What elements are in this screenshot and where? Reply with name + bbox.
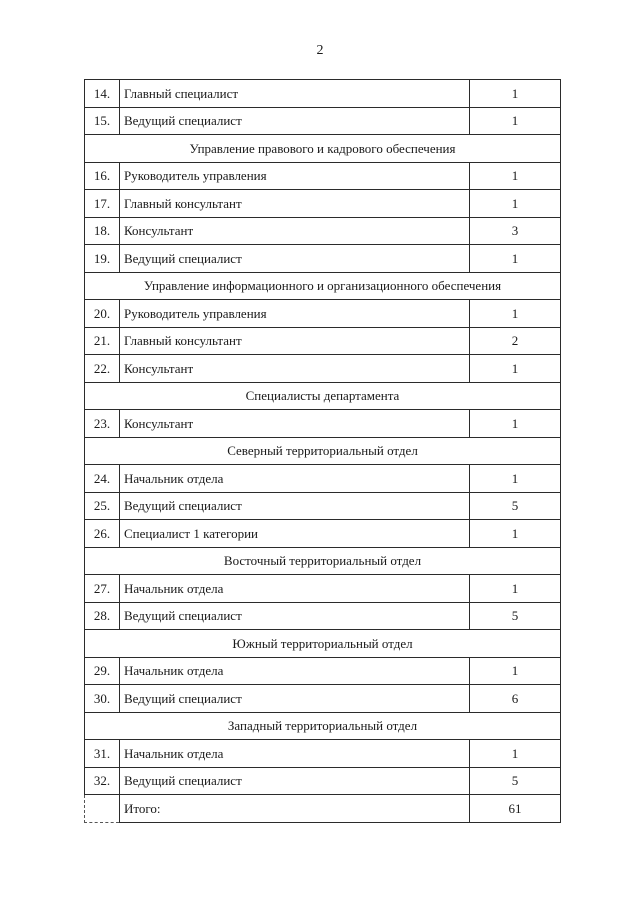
position-name: Начальник отдела xyxy=(120,740,470,768)
position-name: Руководитель управления xyxy=(120,300,470,328)
table-row xyxy=(85,190,561,218)
section-header-row xyxy=(85,272,561,300)
row-number: 14. xyxy=(85,80,120,108)
table-row xyxy=(85,245,561,273)
position-name: Главный специалист xyxy=(120,80,470,108)
section-header-row xyxy=(85,437,561,465)
position-name: Специалист 1 категории xyxy=(120,520,470,548)
position-name: Начальник отдела xyxy=(120,575,470,603)
table-row xyxy=(85,657,561,685)
position-count: 1 xyxy=(470,520,561,548)
position-name: Руководитель управления xyxy=(120,162,470,190)
position-count: 5 xyxy=(470,492,561,520)
position-name: Главный консультант xyxy=(120,327,470,355)
row-number: 31. xyxy=(85,740,120,768)
position-count: 1 xyxy=(470,80,561,108)
position-name: Ведущий специалист xyxy=(120,492,470,520)
position-count: 61 xyxy=(470,795,561,823)
row-number: 15. xyxy=(85,107,120,135)
table-row xyxy=(85,217,561,245)
section-title: Специалисты департамента xyxy=(85,382,561,410)
position-name: Ведущий специалист xyxy=(120,685,470,713)
row-number: 19. xyxy=(85,245,120,273)
row-number: 17. xyxy=(85,190,120,218)
position-count: 1 xyxy=(470,575,561,603)
position-name: Ведущий специалист xyxy=(120,245,470,273)
table-row xyxy=(85,410,561,438)
position-name: Ведущий специалист xyxy=(120,107,470,135)
position-count: 1 xyxy=(470,162,561,190)
section-header-row xyxy=(85,135,561,163)
row-number: 26. xyxy=(85,520,120,548)
position-name: Консультант xyxy=(120,217,470,245)
section-title: Северный территориальный отдел xyxy=(85,437,561,465)
position-name: Ведущий специалист xyxy=(120,767,470,795)
row-number: 25. xyxy=(85,492,120,520)
row-number: 20. xyxy=(85,300,120,328)
position-count: 1 xyxy=(470,245,561,273)
position-count: 5 xyxy=(470,602,561,630)
section-header-row xyxy=(85,382,561,410)
table-row xyxy=(85,355,561,383)
page-number: 2 xyxy=(316,43,324,58)
position-count: 6 xyxy=(470,685,561,713)
position-name: Консультант xyxy=(120,410,470,438)
row-number: 21. xyxy=(85,327,120,355)
row-number: 16. xyxy=(85,162,120,190)
row-number: 22. xyxy=(85,355,120,383)
position-count: 1 xyxy=(470,300,561,328)
position-name: Начальник отдела xyxy=(120,657,470,685)
position-count: 1 xyxy=(470,657,561,685)
position-count: 1 xyxy=(470,355,561,383)
row-number: 29. xyxy=(85,657,120,685)
section-header-row xyxy=(85,712,561,740)
position-name: Главный консультант xyxy=(120,190,470,218)
table-row xyxy=(85,107,561,135)
table-row xyxy=(85,80,561,108)
table-row xyxy=(85,465,561,493)
total-row xyxy=(85,795,561,823)
position-count: 1 xyxy=(470,465,561,493)
row-number: 32. xyxy=(85,767,120,795)
row-number: 27. xyxy=(85,575,120,603)
section-title: Западный территориальный отдел xyxy=(85,712,561,740)
position-name: Начальник отдела xyxy=(120,465,470,493)
table-row xyxy=(85,575,561,603)
row-number: 24. xyxy=(85,465,120,493)
table-row xyxy=(85,767,561,795)
row-number: 28. xyxy=(85,602,120,630)
position-count: 1 xyxy=(470,410,561,438)
position-count: 1 xyxy=(470,740,561,768)
position-count: 1 xyxy=(470,107,561,135)
row-number xyxy=(85,795,120,823)
position-count: 1 xyxy=(470,190,561,218)
section-header-row xyxy=(85,630,561,658)
table-row xyxy=(85,327,561,355)
position-name: Ведущий специалист xyxy=(120,602,470,630)
row-number: 23. xyxy=(85,410,120,438)
section-title: Южный территориальный отдел xyxy=(85,630,561,658)
table-row xyxy=(85,740,561,768)
section-title: Управление информационного и организационного обеспечения xyxy=(85,272,561,300)
staff-table-body xyxy=(85,80,561,823)
table-row xyxy=(85,685,561,713)
table-row xyxy=(85,520,561,548)
section-title: Восточный территориальный отдел xyxy=(85,547,561,575)
position-name: Итого: xyxy=(120,795,470,823)
table-row xyxy=(85,162,561,190)
position-name: Консультант xyxy=(120,355,470,383)
row-number: 30. xyxy=(85,685,120,713)
staff-table xyxy=(84,79,561,823)
position-count: 3 xyxy=(470,217,561,245)
table-row xyxy=(85,300,561,328)
table-row xyxy=(85,602,561,630)
section-header-row xyxy=(85,547,561,575)
position-count: 5 xyxy=(470,767,561,795)
section-title: Управление правового и кадрового обеспечения xyxy=(85,135,561,163)
position-count: 2 xyxy=(470,327,561,355)
row-number: 18. xyxy=(85,217,120,245)
table-row xyxy=(85,492,561,520)
